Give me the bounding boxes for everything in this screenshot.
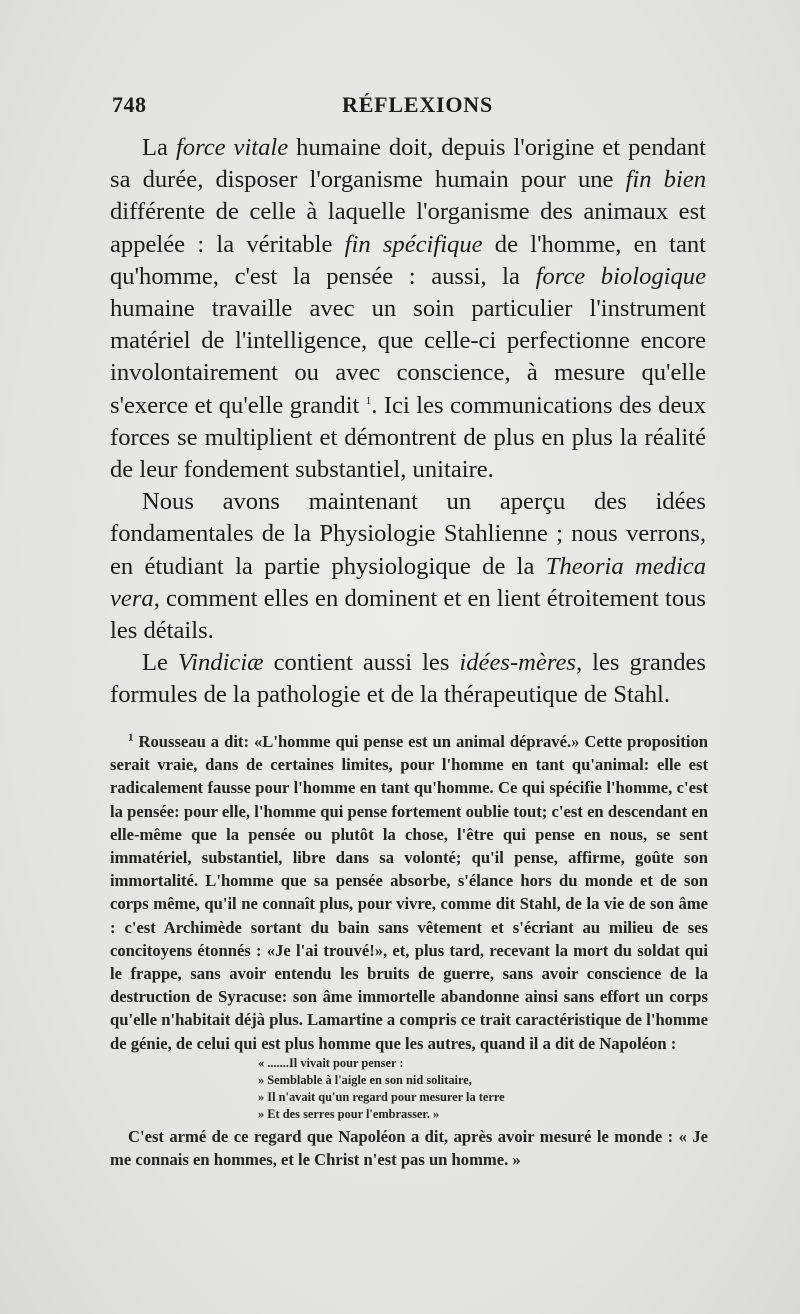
text-run: Nous avons maintenant un aperçu des idées fondamentales de la Physiologie Stahlienne ; nous verrons, en étudiant la partie physiologique de la xyxy=(110,488,706,580)
text-run: comment elles en dominent et en lient étroitement tous les détails. xyxy=(110,584,706,645)
verse-line-2: » Semblable à l'aigle en son nid solitaire, xyxy=(258,1072,472,1087)
verse-quote xyxy=(258,1055,708,1123)
footnote-reference: 1 xyxy=(365,394,372,407)
page-header xyxy=(112,92,712,122)
italic-run: fin bien xyxy=(625,166,706,194)
footnote-block xyxy=(110,730,708,1171)
paragraph-2 xyxy=(110,486,706,647)
text-run: différente de celle à laquelle l'organisme des animaux est appelée : la véritable xyxy=(110,198,706,258)
italic-run: force biologique xyxy=(535,262,707,290)
italic-run: Theoria medica vera, xyxy=(110,552,706,612)
footnote-mark: 1 xyxy=(128,731,134,744)
verse-line-3: » Il n'avait qu'un regard pour mesurer la terre xyxy=(258,1089,505,1104)
text-run: humaine travaille avec un soin particulier l'instrument matériel de l'intelligence, que celle-ci perfectionne encore involontairement ou avec conscience, à mesure qu'elle s'exerce et qu'elle grandit xyxy=(110,295,706,419)
main-text xyxy=(110,132,706,712)
text-run: humaine doit, depuis l'origine et pendant sa durée, disposer l'organisme humain pour une xyxy=(110,134,706,194)
text-run: . Ici les communications des deux forces se multiplient et démontrent de plus en plus la réalité de leur fondement substantiel, unitaire. xyxy=(110,391,706,484)
paragraph-1 xyxy=(110,132,706,486)
footnote-text: Rousseau a dit: «L'homme qui pense est un animal dépravé.» Cette proposition serait vraie, dans de certaines limites, pour l'homme en tant qu'animal: elle est radicalement fausse pour l'homme en tant qu'homme. Ce qui spécifie l'homme, c'est la pensée: pour elle, l'homme qui pense fortement oublie tout; c'est en descendant en elle-même que la pensée ou plutôt la chose, l'être qui pense en nous, se sent immatériel, substantiel, libre dans sa volonté; qu'il pense, affirme, goûte son immortalité. L'homme que sa pensée absorbe, s'élance hors du monde et de son corps même, qu'il ne connaît plus, pour vivre, comme dit Stahl, de la vie de son âme : c'est Archimède sortant du bain sans vêtement et s'écriant au milieu de ses concitoyens étonnés : «Je l'ai trouvé!», et, plus tard, recevant la mort du soldat qui le frappe, sans avoir entendu les bruits de guerre, sans avoir conscience de la destruction de Syracuse: son âme immortelle abandonne ainsi sans effort un corps qu'elle n'habitait déjà plus. Lamartine a compris ce trait caractéristique de l'homme de génie, de celui qui est plus homme que les autres, quand il a dit de Napoléon : xyxy=(110,732,709,1053)
text-run: contient aussi les xyxy=(263,649,460,677)
paragraph-3 xyxy=(110,647,706,711)
italic-run: fin spécifique xyxy=(344,230,483,258)
text-run: les grandes formules de la pathologie et de la thérapeutique de Stahl. xyxy=(110,649,706,709)
running-title: RÉFLEXIONS xyxy=(342,92,494,117)
text-run: La xyxy=(142,134,176,161)
page-number: 748 xyxy=(112,92,147,117)
text-run: Le xyxy=(142,649,178,677)
closing-text: C'est armé de ce regard que Napoléon a dit, après avoir mesuré le monde : « Je me connais en hommes, et le Christ n'est pas un homme. » xyxy=(110,1126,708,1170)
footnote-1 xyxy=(110,730,708,1055)
text-run: de l'homme, en tant qu'homme, c'est la pensée : aussi, la xyxy=(110,230,706,290)
verse-line-4: » Et des serres pour l'embrasser. » xyxy=(258,1106,440,1121)
italic-run: Vindiciæ xyxy=(177,649,264,677)
italic-run: force vitale xyxy=(175,134,289,161)
italic-run: idées-mères, xyxy=(459,649,583,677)
footnote-closing xyxy=(110,1125,708,1171)
verse-line-1: « .......Il vivait pour penser : xyxy=(258,1055,404,1070)
